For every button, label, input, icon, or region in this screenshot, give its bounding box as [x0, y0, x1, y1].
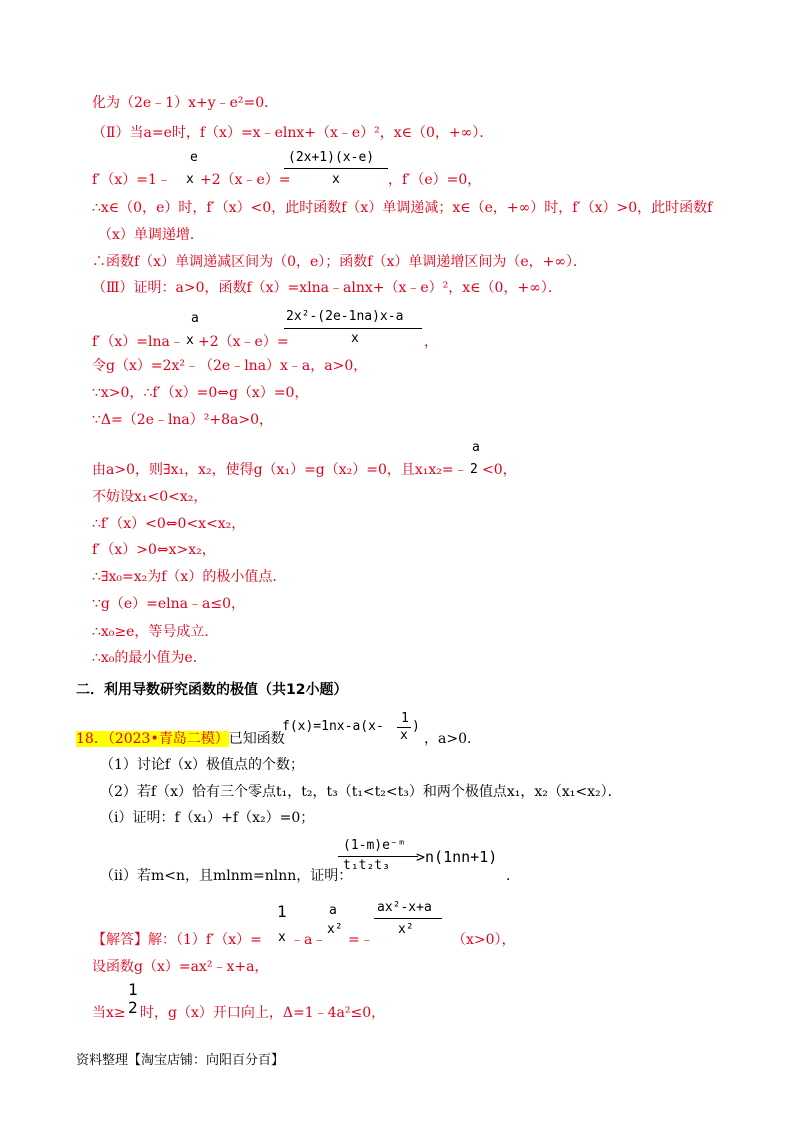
fraction-bar: [338, 856, 418, 857]
fraction-bar: [284, 328, 422, 329]
answer-line: [92, 930, 262, 950]
solution-line: <0，: [482, 462, 517, 478]
formula-numerator: a: [472, 440, 480, 455]
answer-line: =﹣: [348, 932, 374, 948]
problem-header: [76, 729, 285, 749]
answer-line: 时，g（x）开口向上，Δ=1﹣4a²≤0，: [140, 1005, 386, 1021]
solution-line: 令g（x）=2x²﹣（2e﹣lna）x﹣a，a>0，: [92, 358, 368, 374]
formula-numerator: a: [329, 903, 337, 918]
formula-denominator: x: [332, 172, 340, 187]
solution-line: f′（x）=lna﹣: [92, 334, 184, 350]
problem-part: （ⅱ）若m<n，且mlnm=nlnn，证明：: [100, 868, 353, 884]
problem-intro: 已知函数: [228, 731, 285, 747]
fraction-bar: [284, 168, 388, 169]
formula-inequality-rhs: >n(1nn+1): [416, 848, 498, 866]
answer-line: （x>0），: [452, 932, 516, 948]
formula-numerator: 2x²-(2e-1na)x-a: [286, 309, 404, 324]
formula-paren: ): [412, 719, 420, 734]
solution-line: ∴x₀≥e，等号成立．: [92, 624, 219, 640]
solution-line: （Ⅱ）当a=e时，f（x）=x﹣elnx+（x﹣e）²，x∈（0，+∞）．: [92, 125, 494, 141]
problem-part-end: ．: [506, 868, 520, 884]
formula-denominator: 2: [470, 462, 478, 477]
footer-credit: 资料整理【淘宝店铺：向阳百分百】: [76, 1053, 285, 1068]
formula-denominator: x: [278, 930, 286, 945]
solution-line: ∵Δ=（2e﹣lna）²+8a>0，: [92, 412, 274, 428]
solution-line: ∵g（e）=elna﹣a≤0，: [92, 596, 245, 612]
formula-denominator: x: [400, 728, 408, 743]
solution-line: ∴x₀的最小值为e．: [92, 650, 207, 666]
formula-denominator: x: [351, 331, 359, 346]
problem-part: （ⅰ）证明：f（x₁）+f（x₂）=0；: [100, 810, 315, 826]
solution-line: ∵x>0，∴f′（x）=0⇔g（x）=0，: [92, 385, 309, 401]
formula-numerator: (1-m)e⁻ᵐ: [343, 838, 406, 853]
solution-line: ∴f′（x）<0⇔0<x<x₂，: [92, 516, 246, 532]
problem-condition: ，a>0．: [424, 731, 481, 747]
formula-denominator: x: [186, 172, 194, 187]
solution-line: +2（x﹣e）=: [198, 334, 289, 350]
problem-tag: 18．（2023•青岛二模）: [76, 731, 229, 747]
answer-line: ﹣a﹣: [290, 932, 327, 948]
formula-denominator: 2: [128, 998, 138, 1017]
formula-denominator: x²: [327, 922, 343, 937]
solution-line: ∴∃x₀=x₂为f（x）的极小值点．: [92, 569, 287, 585]
formula-numerator: (2x+1)(x-e): [288, 150, 375, 165]
formula-numerator: 1: [128, 980, 138, 999]
answer-line: 设函数g（x）=ax²﹣x+a，: [92, 959, 269, 975]
solution-line: ，: [424, 334, 438, 350]
problem-part: （2）若f（x）恰有三个零点t₁，t₂，t₃（t₁<t₂<t₃）和两个极值点x₁，x₂（x₁<x₂）．: [100, 784, 622, 800]
formula-numerator: e: [190, 150, 198, 165]
answer-line: 当x≥: [92, 1005, 126, 1021]
formula-numerator: 1: [277, 902, 287, 921]
solution-line: +2（x﹣e）=: [200, 172, 291, 188]
function-definition: f(x)=1nx-a(x-: [282, 719, 384, 734]
answer-tag: 【解答】: [92, 932, 148, 948]
formula-denominator: t₁t₂t₃: [343, 858, 390, 873]
solution-line: 化为（2e﹣1）x+y﹣e²=0．: [92, 95, 279, 111]
solution-line: ∴x∈（0，e）时，f′（x）<0，此时函数f（x）单调递减；x∈（e，+∞）时，f′（x）>0，此时函数f: [92, 200, 713, 216]
solution-line: f′（x）>0⇔x>x₂，: [92, 542, 216, 558]
solution-line: 由a>0，则∃x₁，x₂，使得g（x₁）=g（x₂）=0，且x₁x₂=﹣: [92, 462, 468, 478]
answer-text: 解：（1）f′（x）=: [148, 932, 262, 948]
formula-numerator: 1: [401, 711, 409, 726]
formula-denominator: x²: [398, 922, 414, 937]
solution-line: ∴函数f（x）单调递减区间为（0，e）；函数f（x）单调递增区间为（e，+∞）．: [92, 254, 588, 270]
solution-line: 不妨设x₁<0<x₂，: [92, 489, 208, 505]
formula-numerator: a: [191, 311, 199, 326]
solution-line: （x）单调递增．: [98, 227, 204, 243]
solution-line: f′（x）=1﹣: [92, 172, 171, 188]
formula-denominator: x: [186, 333, 194, 348]
solution-line: （Ⅲ）证明：a>0，函数f（x）=xlna﹣alnx+（x﹣e）²，x∈（0，+∞）．: [92, 280, 562, 296]
problem-part: （1）讨论f（x）极值点的个数；: [100, 757, 304, 773]
section-title: 二．利用导数研究函数的极值（共12小题）: [76, 682, 348, 698]
solution-line: ，f′（e）=0，: [388, 172, 482, 188]
fraction-bar: [374, 918, 442, 919]
formula-numerator: ax²-x+a: [377, 900, 432, 915]
